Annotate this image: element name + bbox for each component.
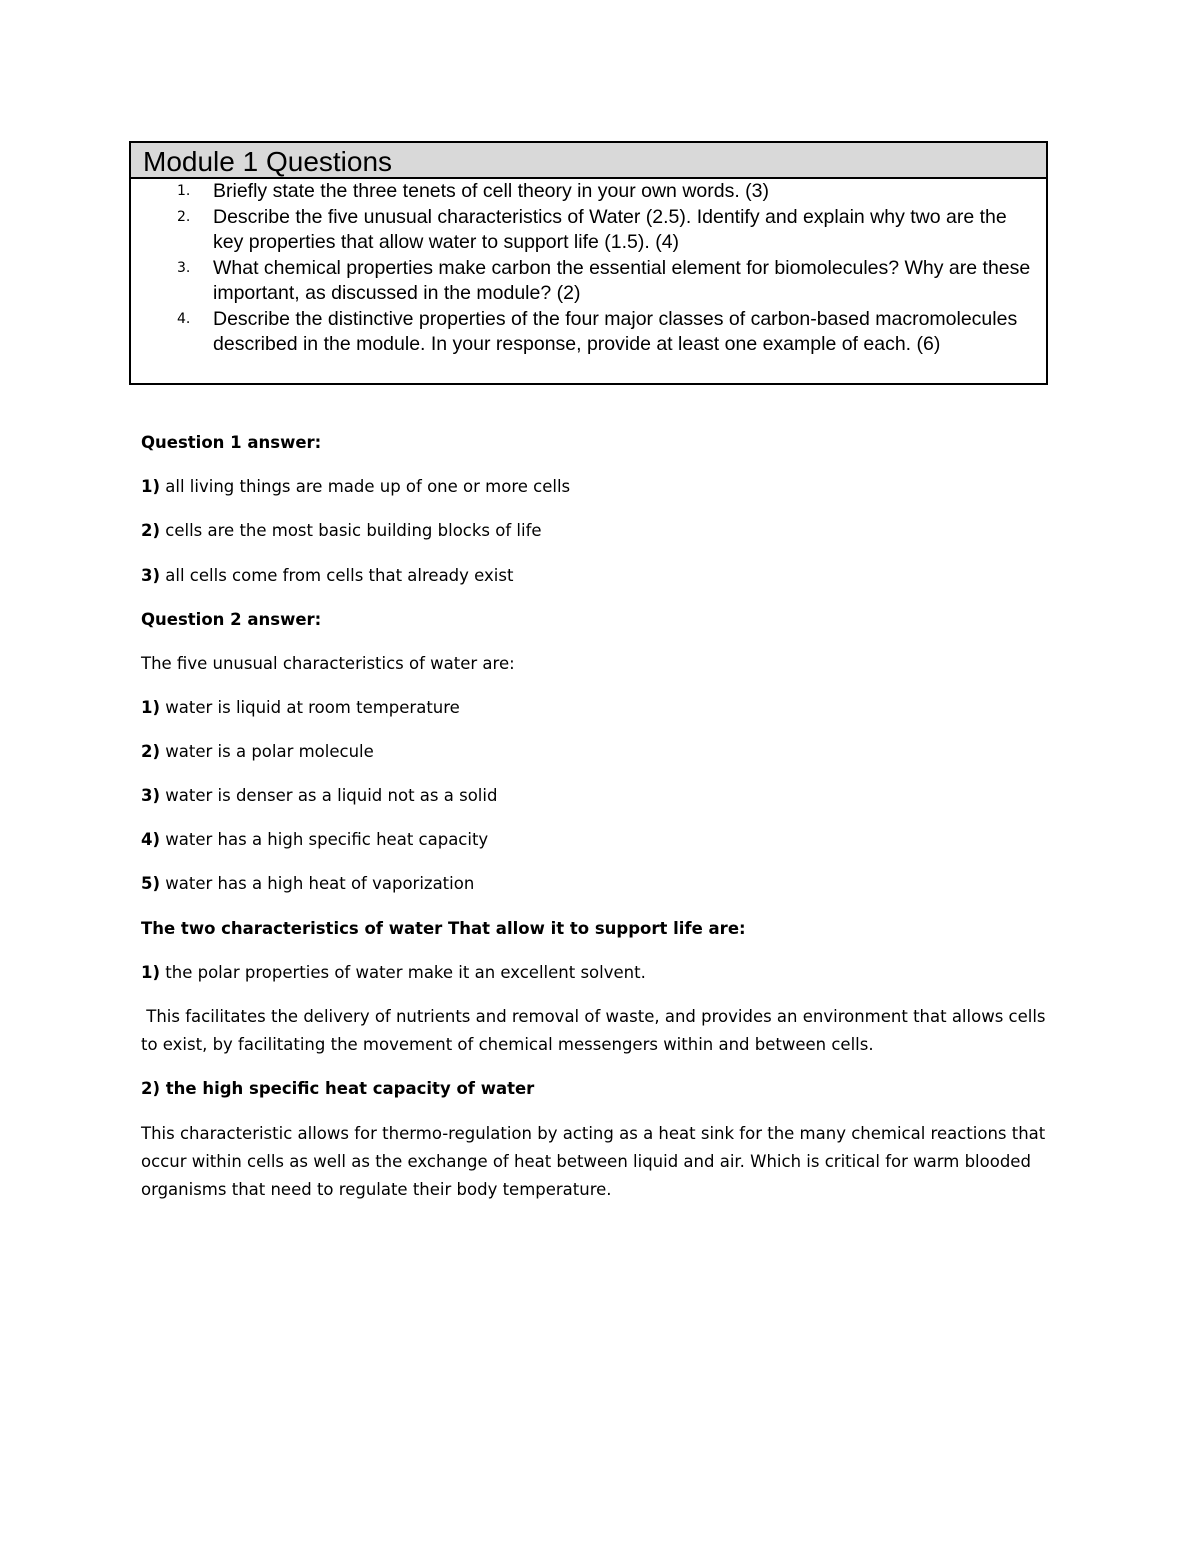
question-item	[131, 179, 1046, 205]
q2-answer-line	[141, 782, 1061, 810]
answer-text: water is denser as a liquid not as a solid	[160, 786, 498, 805]
question-text: Briefly state the three tenets of cell theory in your own words. (3)	[213, 180, 770, 202]
question-item	[131, 205, 1046, 256]
question-number: 4.	[177, 310, 191, 327]
question-item	[131, 256, 1046, 307]
question-1-heading: Question 1 answer:	[141, 433, 322, 452]
question-number: 3.	[177, 259, 191, 276]
q2-answer-line	[141, 738, 1061, 766]
answer-number: 2)	[141, 521, 161, 540]
answer-text: cells are the most basic building blocks of life	[160, 521, 542, 540]
q2-intro: The five unusual characteristics of water are:	[141, 654, 515, 673]
answer-number: 4)	[141, 830, 161, 849]
answer-text: water is liquid at room temperature	[160, 698, 460, 717]
questions-list	[131, 179, 1046, 358]
point-text: the polar properties of water make it an excellent solvent.	[160, 963, 646, 982]
question-text: Describe the five unusual characteristics of Water (2.5). Identify and explain why two are the key properties that allow water to support life (1.5). (4)	[213, 205, 1007, 253]
question-text: Describe the distinctive properties of the four major classes of carbon-based macromolecules described in the module. In your response, provide at least one example of each. (6)	[213, 307, 1018, 355]
q1-answer-line	[141, 473, 1061, 501]
answer-text: water has a high specific heat capacity	[160, 830, 489, 849]
q1-answer-line	[141, 517, 1061, 545]
questions-box	[129, 141, 1048, 385]
point-1-body: This facilitates the delivery of nutrients and removal of waste, and provides an environment that allows cells to exist, by facilitating the movement of chemical messengers within and between cells.	[141, 1007, 1051, 1054]
q2-answer-line	[141, 826, 1061, 854]
answer-number: 1)	[141, 698, 161, 717]
question-2-heading: Question 2 answer:	[141, 610, 322, 629]
point-2-body: This characteristic allows for thermo-regulation by acting as a heat sink for the many chemical reactions that occur within cells as well as the exchange of heat between liquid and air. Which is critical for warm blooded organisms that need to regulate their body temperature.	[141, 1124, 1046, 1199]
question-number: 1.	[177, 183, 191, 199]
point-1-line	[141, 959, 1061, 987]
answer-text: all living things are made up of one or more cells	[160, 477, 571, 496]
answer-number: 2)	[141, 742, 161, 761]
answer-text: all cells come from cells that already exist	[160, 566, 514, 585]
answer-number: 5)	[141, 874, 161, 893]
answer-number: 3)	[141, 786, 161, 805]
answer-number: 1)	[141, 477, 161, 496]
point-2-heading: 2) the high specific heat capacity of water	[141, 1079, 535, 1098]
q2-answer-line	[141, 870, 1061, 898]
answer-text: water has a high heat of vaporization	[160, 874, 475, 893]
answer-text: water is a polar molecule	[160, 742, 374, 761]
point-number: 1)	[141, 963, 161, 982]
q1-answer-line	[141, 562, 1061, 590]
answer-number: 3)	[141, 566, 161, 585]
q2-answer-line	[141, 694, 1061, 722]
question-text: What chemical properties make carbon the essential element for biomolecules? Why are these important, as discussed in the module? (2)	[213, 256, 1031, 304]
two-characteristics-heading: The two characteristics of water That allow it to support life are:	[141, 919, 746, 938]
question-item	[131, 307, 1046, 358]
questions-box-title: Module 1 Questions	[131, 143, 1046, 179]
question-number: 2.	[177, 208, 191, 225]
